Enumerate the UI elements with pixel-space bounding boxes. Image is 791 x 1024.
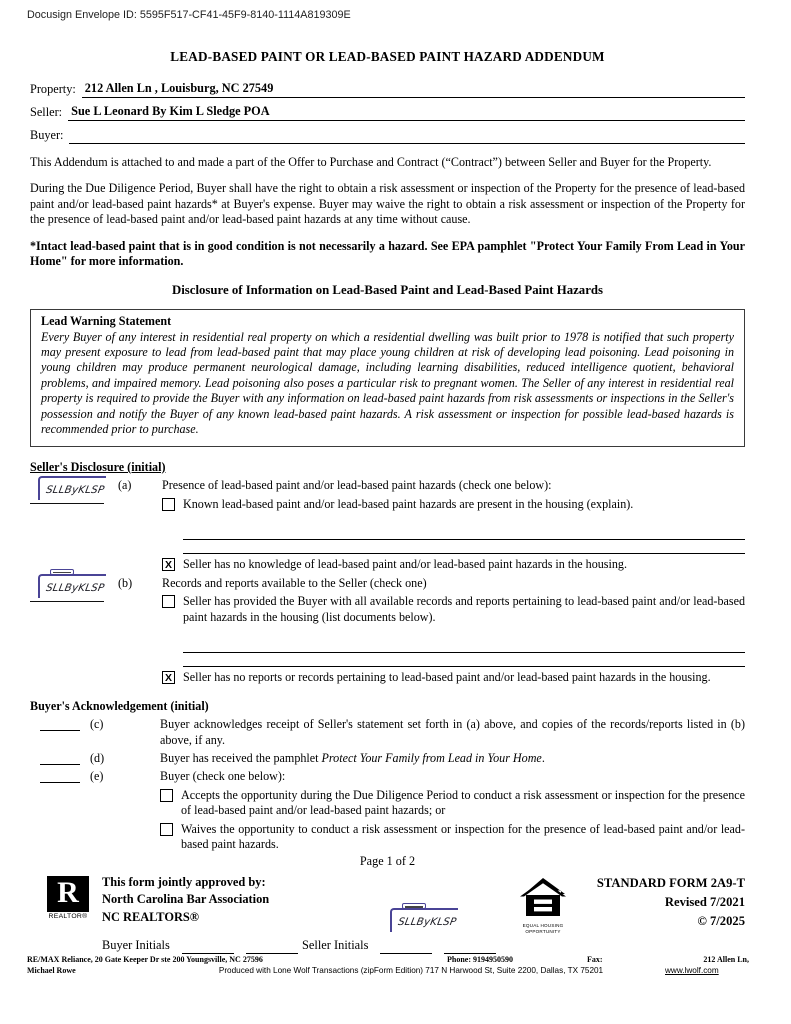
seller-initials-text: SLLByKLSP (397, 916, 458, 928)
buyer-initial-blank-c[interactable] (40, 728, 80, 731)
lead-warning-title: Lead Warning Statement (41, 314, 172, 329)
item-b-label: (b) (118, 575, 133, 590)
buyer-initials-blank-1[interactable] (182, 940, 234, 954)
disclosure-heading: Disclosure of Information on Lead-Based Paint and Lead-Based Paint Hazards (172, 282, 603, 297)
buyer-field-row (30, 127, 745, 144)
item-b-intro: Records and reports available to the Seller (check one) (162, 575, 427, 590)
standard-form-block (597, 874, 745, 931)
ack-item-d (30, 751, 745, 766)
seller-initials-text: SLLByKLSP (45, 484, 106, 497)
brokerage-phone: Phone: 9194950590 (447, 955, 513, 965)
item-d-text (160, 751, 745, 766)
form-copyright: © 7/2025 (697, 913, 745, 928)
seller-initials-stamp-b[interactable] (38, 574, 106, 598)
initial-line-a (30, 502, 104, 504)
item-e-option2-text: Waives the opportunity to conduct a risk assessment or inspection for the presence of lead-based paint and/or lead-based paint hazards. (181, 821, 745, 852)
sellers-disclosure-heading: Seller's Disclosure (initial) (30, 459, 166, 474)
item-c-text: Buyer acknowledges receipt of Seller's statement set forth in (a) above, and copies of the records/reports listed in (b) above, if any. (160, 717, 745, 747)
page-title: LEAD-BASED PAINT OR LEAD-BASED PAINT HAZARD ADDENDUM (170, 49, 605, 64)
item-a-option2 (162, 557, 745, 572)
approved-line-3: NC REALTORS® (102, 909, 200, 924)
docusign-tag-icon (50, 569, 74, 575)
write-line[interactable] (183, 653, 745, 667)
buyers-ack-heading: Buyer's Acknowledgement (initial) (30, 698, 209, 713)
disclosure-item-a (30, 478, 745, 572)
buyer-initials-blank-2[interactable] (246, 940, 298, 954)
item-d-prefix: Buyer has received the pamphlet (160, 750, 322, 765)
realtor-logo-label: REALTOR® (48, 913, 88, 920)
item-a-intro: Presence of lead-based paint and/or lead-based paint hazards (check one below): (162, 478, 552, 493)
initial-line-b (30, 600, 104, 602)
property-label: Property: (30, 82, 76, 97)
write-line[interactable] (183, 540, 745, 554)
item-a-label: (a) (118, 478, 132, 493)
seller-initials-blank-2[interactable] (444, 940, 496, 954)
item-a-writein (183, 526, 745, 554)
checkbox-b-no-reports[interactable]: X (162, 671, 175, 684)
paragraph-due-diligence: During the Due Diligence Period, Buyer shall have the right to obtain a risk assessment or inspection of the Property for the presence of lead-based paint and/or lead-based paint hazards* at Buyer's expense. Buyer may waive the right to obtain a risk assessment or inspection of the Property for the presence of lead-based paint and/or lead-based paint hazards at any time without cause. (30, 181, 745, 227)
checkbox-a-known[interactable] (162, 498, 175, 511)
lwolf-link[interactable]: www.lwolf.com (665, 965, 719, 975)
approved-line-2: North Carolina Bar Association (102, 892, 270, 907)
document-reference: 212 Allen Ln, (703, 955, 749, 965)
item-e-body (160, 769, 745, 852)
item-b-option1 (162, 594, 745, 625)
seller-field-row (30, 104, 745, 121)
item-b-body (162, 576, 745, 686)
seller-value: Sue L Leonard By Kim L Sledge POA (71, 103, 270, 118)
disclosure-item-b (30, 576, 745, 686)
lead-warning-box (30, 309, 745, 447)
seller-initial-field-b[interactable] (30, 576, 118, 686)
lead-warning-text: Every Buyer of any interest in residential real property on which a residential dwelling was built prior to 1978 is notified that such property may present exposure to lead from lead-based paint that may place young children at risk of developing lead poisoning. Lead poisoning in young children may produce permanent neurological damage, including learning disabilities, reduced intelligence quotient, behavioral problems, and impaired memory. Lead poisoning also poses a particular risk to pregnant women. The Seller of any interest in residential real property is required to provide the Buyer with any information on lead-based paint hazards from risk assessments or inspections in the Seller's possession and notify the Buyer of any known lead-based paint hazards. A risk assessment or inspection for possible lead-based hazards is recommended prior to purchase. (41, 329, 734, 437)
buyer-label: Buyer: (30, 128, 64, 143)
item-a-option1-text: Known lead-based paint and/or lead-based paint hazards are present in the housing (explain). (183, 496, 634, 511)
item-b-option2 (162, 670, 745, 685)
item-b-writein (183, 639, 745, 667)
item-a-body (162, 478, 745, 572)
docusign-envelope-id: Docusign Envelope ID: 5595F517-CF41-45F9-8140-1114A819309E (27, 9, 351, 21)
equal-housing-logo (515, 878, 571, 935)
document-content (0, 49, 791, 853)
equal-housing-house-icon (520, 878, 566, 918)
item-d-suffix: . (541, 750, 545, 765)
seller-input-line[interactable] (68, 104, 745, 121)
seller-initials-row (302, 916, 496, 954)
buyer-initial-blank-e[interactable] (40, 780, 80, 783)
form-name: STANDARD FORM 2A9-T (596, 876, 745, 890)
item-e-option2 (160, 822, 745, 853)
item-e-option1-text: Accepts the opportunity during the Due Diligence Period to conduct a risk assessment or inspection for the presence of lead-based paint and/or lead-based paint hazards; or (181, 787, 745, 818)
property-input-line[interactable] (82, 81, 745, 98)
ack-item-c (30, 717, 745, 748)
write-line[interactable] (183, 526, 745, 540)
form-revised: Revised 7/2021 (664, 894, 745, 909)
item-e-intro: Buyer (check one below): (160, 769, 286, 784)
item-e-option1 (160, 788, 745, 819)
write-line[interactable] (183, 639, 745, 653)
approved-by-block (102, 874, 269, 926)
checkbox-a-no-knowledge[interactable]: X (162, 558, 175, 571)
item-b-option2-text: Seller has no reports or records pertaining to lead-based paint and/or lead-based paint hazards in the housing. (183, 670, 711, 685)
approved-line-1: This form jointly approved by: (102, 875, 266, 889)
equal-housing-label-2: OPPORTUNITY (525, 929, 561, 935)
checkbox-e-waives[interactable] (160, 823, 173, 836)
seller-initials-text: SLLByKLSP (45, 581, 106, 594)
buyer-initials-row (102, 938, 298, 954)
item-a-option2-text: Seller has no knowledge of lead-based paint and/or lead-based paint hazards in the housing. (183, 557, 627, 572)
equal-housing-label-1: EQUAL HOUSING (522, 923, 564, 929)
header-fields (30, 81, 745, 144)
seller-initials-blank-1[interactable] (380, 940, 432, 954)
item-d-label: (d) (90, 750, 105, 765)
realtor-r-icon: R (47, 876, 89, 912)
seller-initials-stamp-a[interactable] (38, 476, 106, 500)
property-field-row (30, 81, 745, 98)
seller-label: Seller: (30, 105, 63, 120)
page-footer (27, 854, 749, 1024)
item-a-option1 (162, 497, 745, 512)
paragraph-attached: This Addendum is attached to and made a part of the Offer to Purchase and Contract (“Contract”) between Seller and Buyer for the Property. (30, 154, 712, 169)
item-b-option1-text: Seller has provided the Buyer with all available records and reports pertaining to lead-based paint and/or lead-based paint hazards in the housing (list documents below). (183, 594, 745, 624)
page-indicator: Page 1 of 2 (359, 854, 416, 868)
docusign-tag-icon (402, 903, 426, 909)
produced-with-text: Produced with Lone Wolf Transactions (zipForm Edition) 717 N Harwood St, Suite 2200, Dallas, TX 75201 (218, 965, 604, 975)
seller-initials-stamp-footer[interactable] (390, 908, 458, 932)
buyer-initial-blank-d[interactable] (40, 762, 80, 765)
realtor-logo (44, 876, 92, 922)
brokerage-address: RE/MAX Reliance, 20 Gate Keeper Dr ste 200 Youngsville, NC 27596 (27, 955, 263, 965)
agent-name: Michael Rowe (27, 965, 76, 975)
checkbox-b-provided[interactable] (162, 595, 175, 608)
item-e-label: (e) (90, 769, 104, 784)
pamphlet-title: Protect Your Family from Lead in Your Home (321, 750, 542, 765)
paragraph-intact-note: *Intact lead-based paint that is in good condition is not necessarily a hazard. See EPA pamphlet "Protect Your Family From Lead in Your Home" for more information. (30, 238, 745, 269)
property-value: 212 Allen Ln , Louisburg, NC 27549 (84, 80, 274, 95)
item-c-label: (c) (90, 717, 104, 732)
seller-initials-label: Seller Initials (302, 938, 369, 952)
seller-initial-field-a[interactable] (30, 478, 118, 572)
fine-print (27, 955, 749, 976)
buyer-initials-label: Buyer Initials (102, 938, 170, 952)
brokerage-fax: Fax: (587, 955, 603, 965)
buyer-input-line[interactable] (69, 127, 745, 144)
checkbox-e-accepts[interactable] (160, 789, 173, 802)
ack-item-e (30, 769, 745, 852)
